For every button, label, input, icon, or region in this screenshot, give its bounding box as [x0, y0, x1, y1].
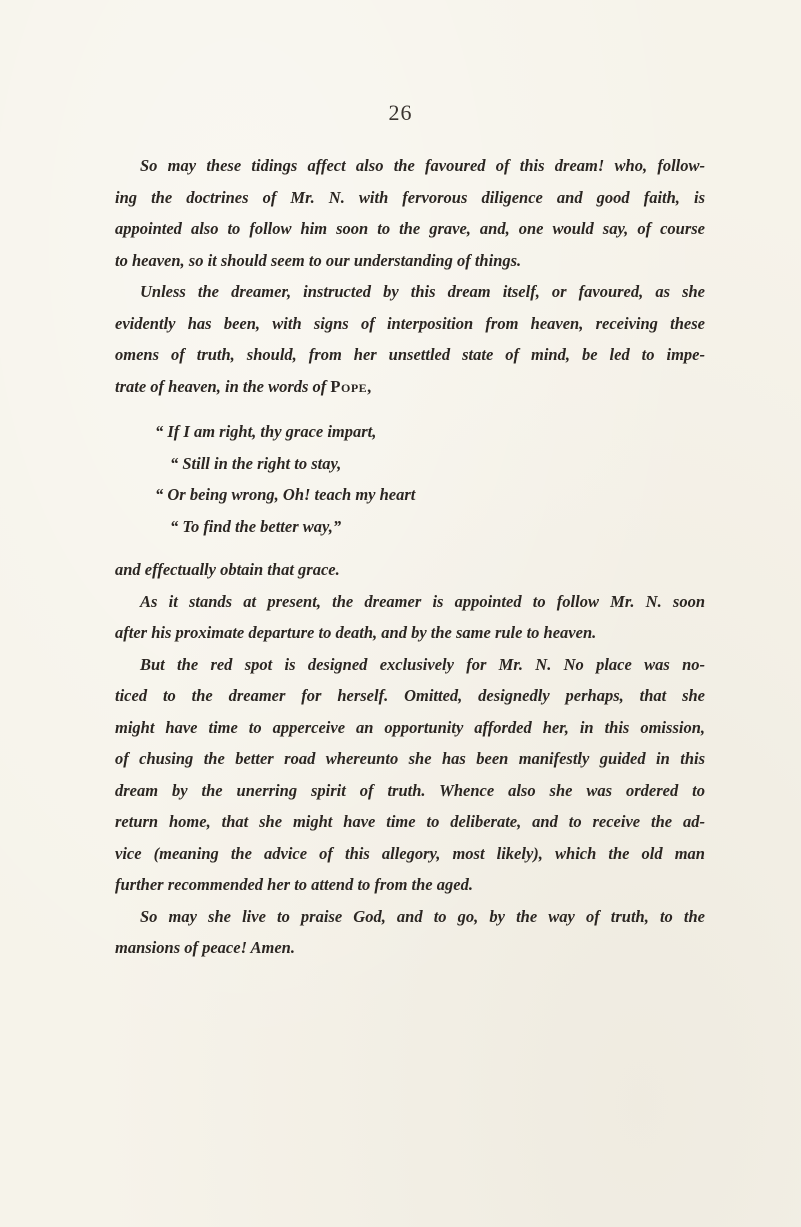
- text-line: [115, 339, 705, 371]
- text-line: [115, 901, 705, 933]
- text-line-content: mansions of peace! Amen.: [115, 938, 295, 957]
- body-text: [115, 150, 705, 964]
- text-line-content: Unless the dreamer, instructed by this dream itself, or favoured, as she: [140, 282, 705, 301]
- text-line: [115, 775, 705, 807]
- verse-line: “ Still in the right to stay,: [170, 453, 342, 473]
- text-line: [115, 586, 705, 618]
- text-line: [115, 213, 705, 245]
- text-line-content: ing the doctrines of Mr. N. with fervorous diligence and good faith, is: [115, 187, 705, 207]
- text-line: [115, 712, 705, 744]
- text-line: [115, 806, 705, 838]
- verse-line: “ If I am right, thy grace impart,: [155, 422, 377, 441]
- verse-quotation: [115, 416, 705, 542]
- verse-line: “ Or being wrong, Oh! teach my heart: [155, 485, 416, 504]
- text-line-content: trate of heaven, in the words of: [115, 376, 327, 396]
- text-line-content: further recommended her to attend to from the aged.: [115, 875, 473, 894]
- text-line: [115, 617, 705, 649]
- text-line-content: omens of truth, should, from her unsettled state of mind, be led to impe-: [115, 345, 705, 364]
- text-line-content: and effectually obtain that grace.: [115, 560, 340, 579]
- text-line: [115, 276, 705, 308]
- author-name: Pope,: [330, 376, 372, 396]
- text-line-content: So may these tidings affect also the favoured of this dream! who, follow-: [140, 156, 705, 175]
- page-number: 26: [388, 100, 413, 125]
- text-line: [115, 649, 705, 681]
- verse-line: “ To find the better way,”: [170, 516, 342, 536]
- text-line-content: of chusing the better road whereunto she has been manifestly guided in this: [115, 749, 705, 768]
- text-line: [115, 150, 705, 182]
- text-line-content: But the red spot is designed exclusively for Mr. N. No place was no-: [140, 654, 705, 674]
- text-line: [115, 308, 705, 340]
- text-line: [115, 554, 705, 586]
- text-line-content: evidently has been, with signs of interposition from heaven, receiving these: [115, 313, 705, 333]
- text-line: [115, 245, 705, 277]
- text-line: [115, 371, 705, 403]
- text-line: [115, 743, 705, 775]
- text-line: [115, 680, 705, 712]
- text-line-content: As it stands at present, the dreamer is appointed to follow Mr. N. soon: [140, 591, 705, 611]
- text-line-content: ticed to the dreamer for herself. Omitted, designedly perhaps, that she: [115, 686, 705, 705]
- text-line: [115, 869, 705, 901]
- text-line: [115, 932, 705, 964]
- text-line: [115, 838, 705, 870]
- text-line-content: vice (meaning the advice of this allegory, most likely), which the old man: [115, 843, 705, 863]
- text-line-content: after his proximate departure to death, and by the same rule to heaven.: [115, 623, 597, 642]
- paragraph-group-2: [115, 554, 705, 964]
- text-line-content: to heaven, so it should seem to our understanding of things.: [115, 250, 522, 270]
- text-line-content: appointed also to follow him soon to the grave, and, one would say, of course: [115, 219, 705, 238]
- text-line-content: might have time to apperceive an opportunity afforded her, in this omission,: [115, 717, 705, 737]
- text-line-content: return home, that she might have time to deliberate, and to receive the ad-: [115, 812, 705, 831]
- text-line: [115, 182, 705, 214]
- paragraph-group-1: [115, 150, 705, 402]
- text-line-content: dream by the unerring spirit of truth. Whence also she was ordered to: [115, 780, 705, 800]
- text-line-content: So may she live to praise God, and to go, by the way of truth, to the: [140, 906, 705, 926]
